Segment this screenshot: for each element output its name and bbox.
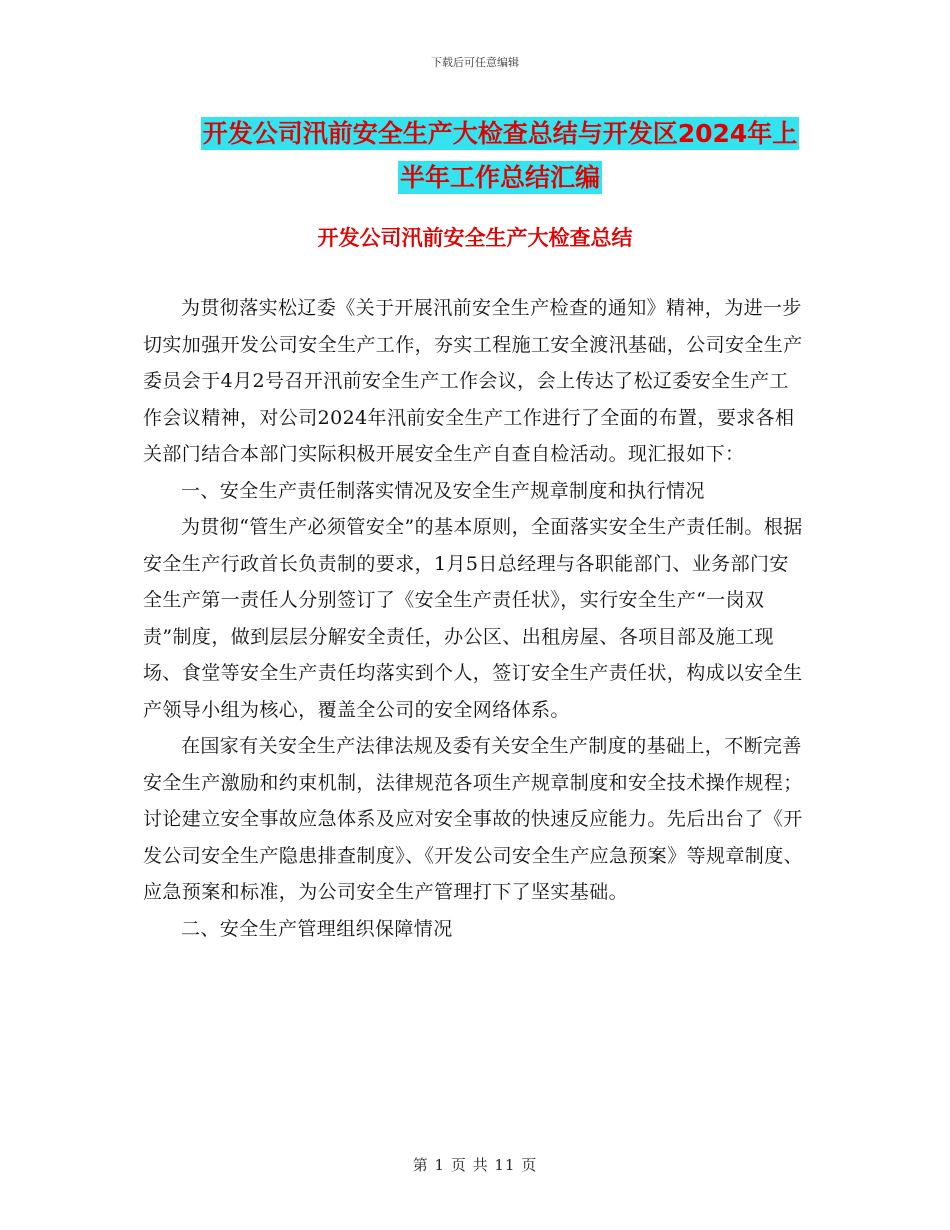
- title-line-1: 开发公司汛前安全生产大检查总结与开发区2024年上: [202, 119, 798, 148]
- header-note: 下载后可任意编辑: [431, 56, 519, 69]
- title-line-2: 半年工作总结汇编: [399, 163, 600, 192]
- section-title: 开发公司汛前安全生产大检查总结: [317, 226, 633, 250]
- heading-section-1: 一、安全生产责任制落实情况及安全生产规章制度和执行情况: [181, 479, 705, 502]
- page-number: 第 1 页 共 11 页: [412, 1156, 538, 1174]
- paragraph-regulations: 在国家有关安全生产法律法规及委有关安全生产制度的基础上，不断完善安全生产激励和约束机制，法律规范各项生产规章制度和安全技术操作规程；讨论建立安全事故应急体系及应对安全事故的快速反应能力。先后出台了《开发公司安全生产隐患排查制度》、《开发公司安全生产应急预案》等规章制度、应急预案和标准，为公司安全生产管理打下了坚实基础。: [143, 735, 804, 903]
- document-title: [150, 112, 850, 200]
- heading-section-2: 二、安全生产管理组织保障情况: [181, 917, 453, 940]
- paragraph-intro: 为贯彻落实松辽委《关于开展汛前安全生产检查的通知》精神，为进一步切实加强开发公司安全生产工作，夯实工程施工安全渡汛基础，公司安全生产委员会于4月2号召开汛前安全生产工作会议，会上传达了松辽委安全生产工作会议精神，对公司2024年汛前安全生产工作进行了全面的布置，要求各相关部门结合本部门实际积极开展安全生产自查自检活动。现汇报如下：: [143, 297, 803, 465]
- paragraph-responsibility: 为贯彻“管生产必须管安全”的基本原则，全面落实安全生产责任制。根据安全生产行政首长负责制的要求，1月5日总经理与各职能部门、业务部门安全生产第一责任人分别签订了《安全生产责任状》，实行安全生产“一岗双责”制度，做到层层分解安全责任，办公区、出租房屋、各项目部及施工现场、食堂等安全生产责任均落实到个人，签订安全生产责任状，构成以安全生产领导小组为核心，覆盖全公司的安全网络体系。: [143, 516, 803, 721]
- document-body: [143, 290, 803, 947]
